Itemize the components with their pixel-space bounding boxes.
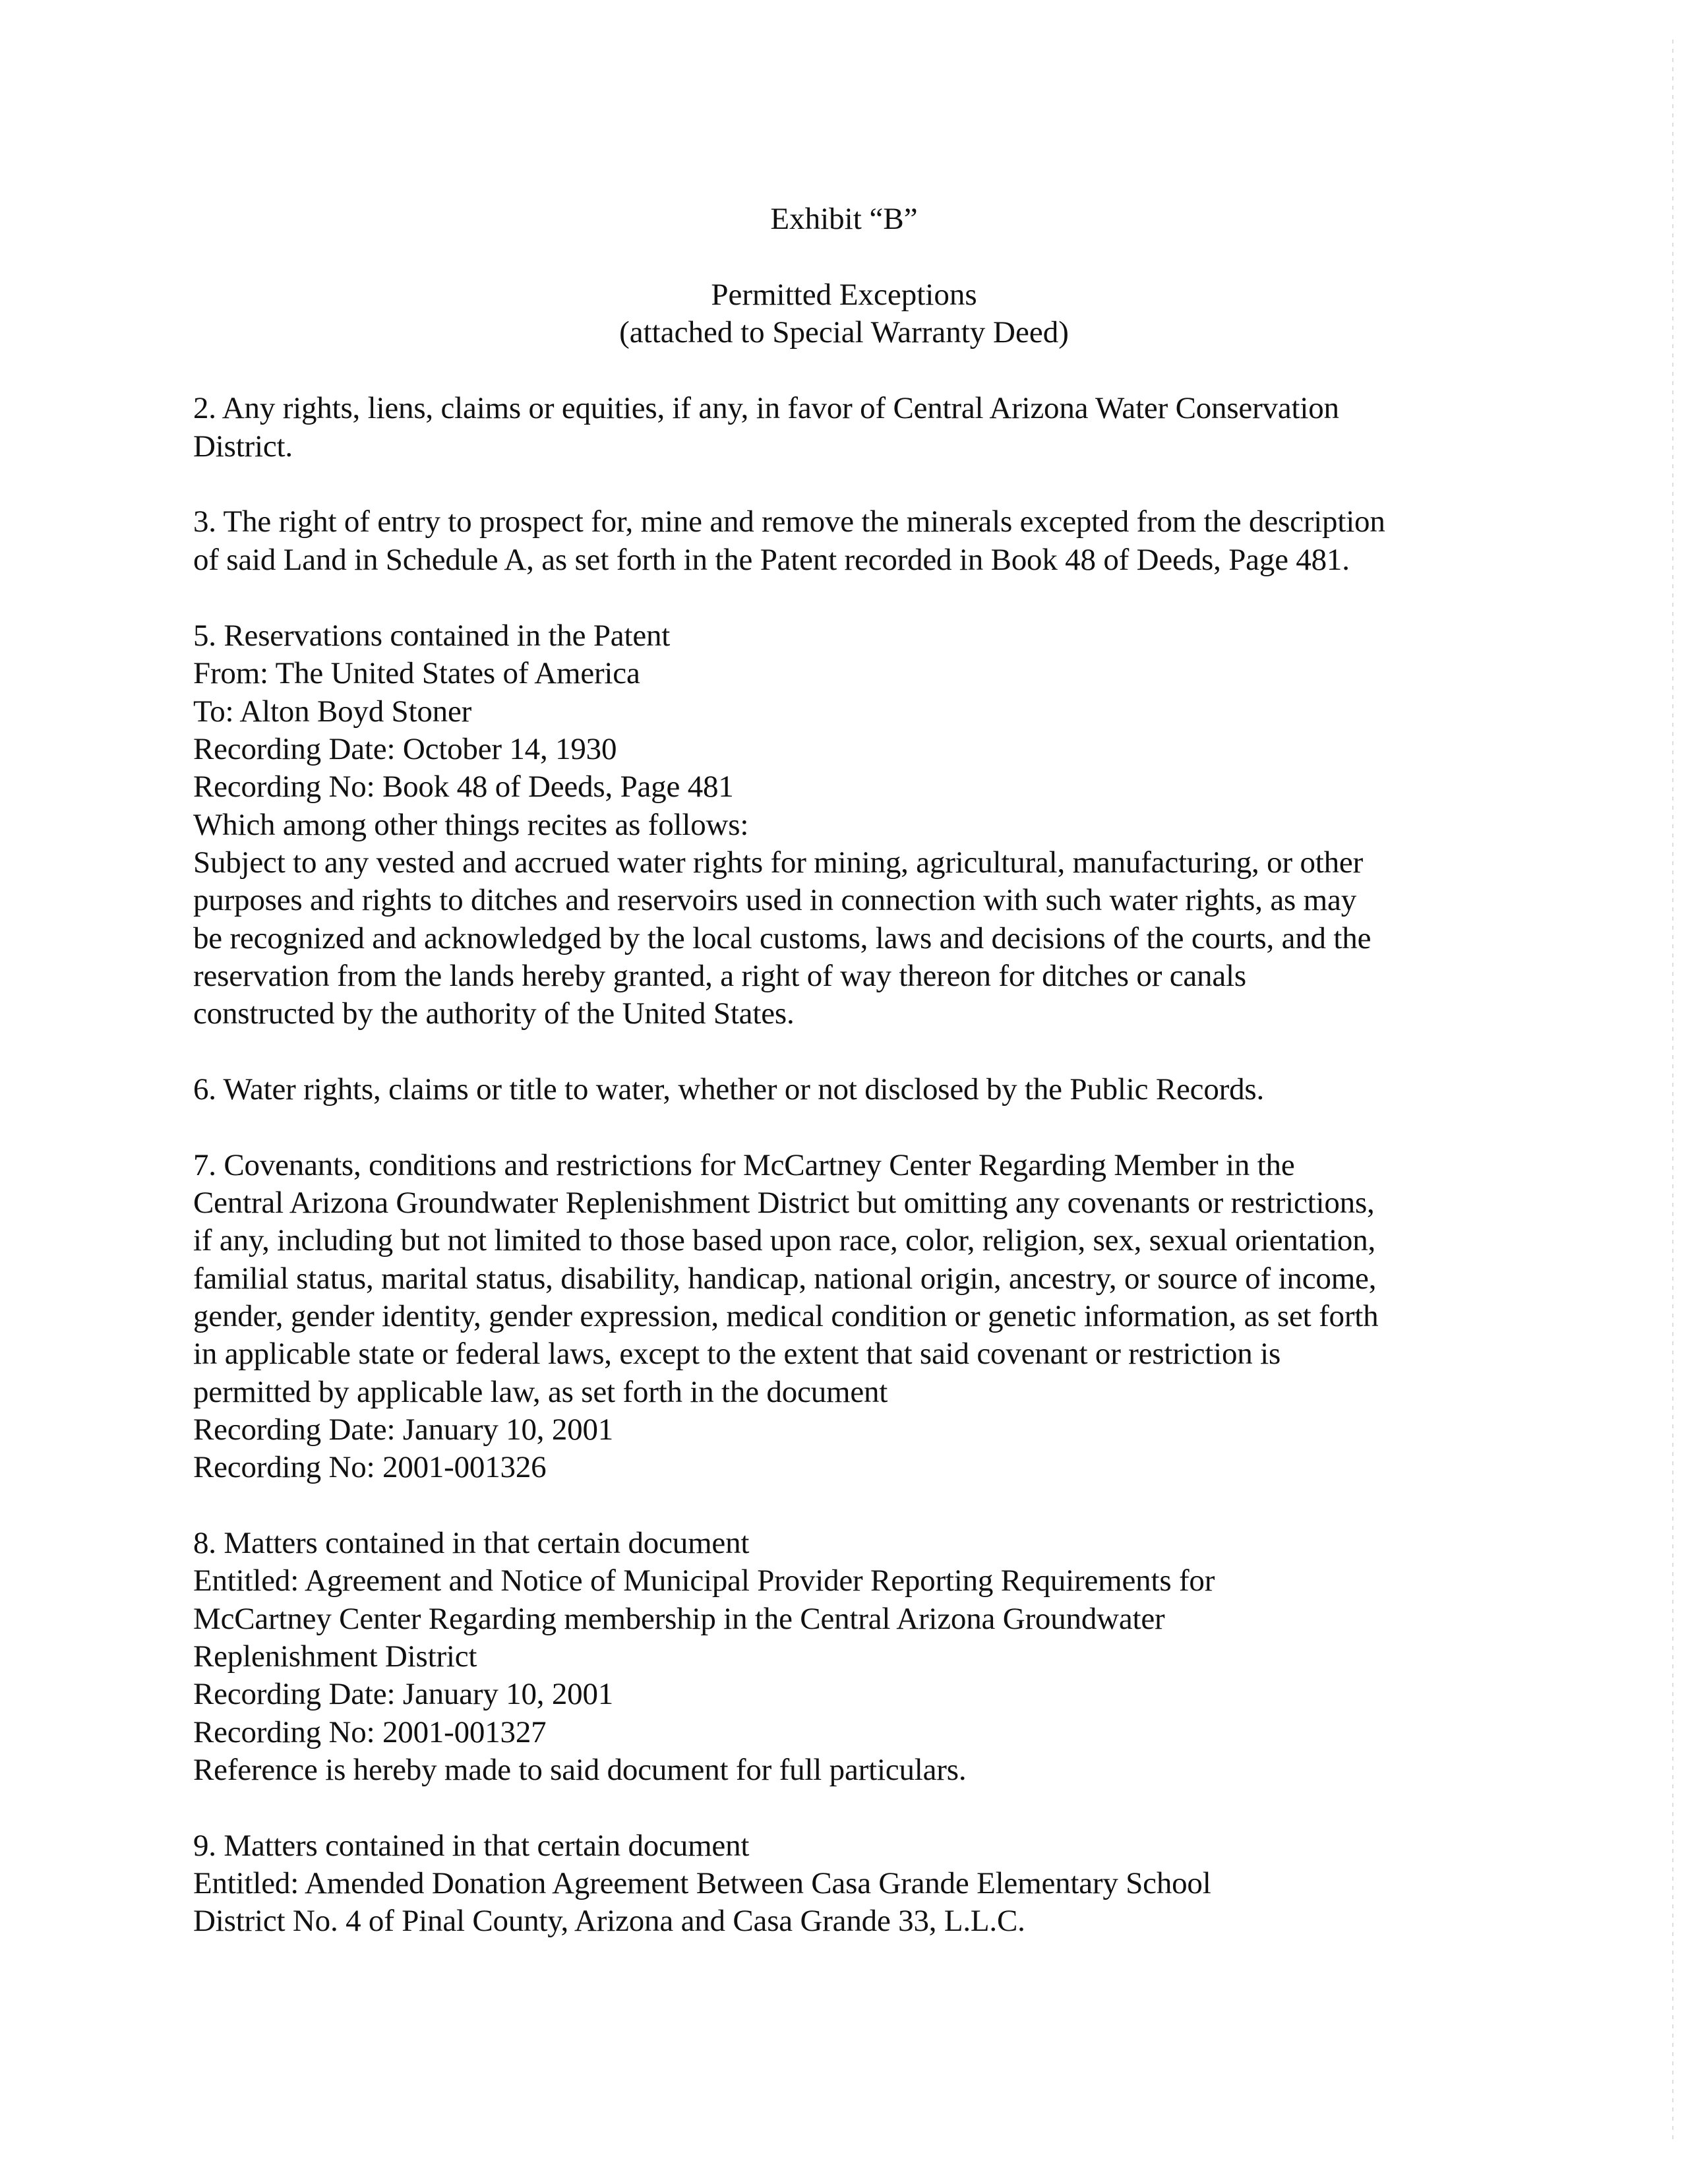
item-5-line-11: constructed by the authority of the United States. (193, 996, 795, 1031)
scan-edge-artifact (1672, 40, 1673, 2143)
item-5-line-3: To: Alton Boyd Stoner (193, 694, 472, 729)
item-9-line-2: Entitled: Amended Donation Agreement Between Casa Grande Elementary School (193, 1866, 1211, 1900)
page-subtitle-note: (attached to Special Warranty Deed) (619, 315, 1069, 349)
item-7-line-4: familial status, marital status, disability, handicap, national origin, ancestry, or source of income, (193, 1261, 1377, 1296)
page-subtitle: Permitted Exceptions (711, 278, 977, 312)
item-9-line-3: District No. 4 of Pinal County, Arizona and Casa Grande 33, L.L.C. (193, 1904, 1025, 1938)
item-7-line-9: Recording No: 2001-001326 (193, 1450, 547, 1484)
item-2-line-2: District. (193, 429, 293, 464)
exhibit-title: Exhibit “B” (770, 202, 918, 236)
item-7-line-1: 7. Covenants, conditions and restrictions for McCartney Center Regarding Member in the (193, 1148, 1295, 1182)
item-5-line-4: Recording Date: October 14, 1930 (193, 732, 617, 766)
item-7-line-8: Recording Date: January 10, 2001 (193, 1412, 614, 1447)
item-7-line-3: if any, including but not limited to those based upon race, color, religion, sex, sexual orientation, (193, 1223, 1376, 1258)
item-7-line-5: gender, gender identity, gender expression, medical condition or genetic information, as set forth (193, 1299, 1379, 1333)
item-8-line-2: Entitled: Agreement and Notice of Municipal Provider Reporting Requirements for (193, 1563, 1215, 1598)
item-5-line-8: purposes and rights to ditches and reservoirs used in connection with such water rights, as may (193, 883, 1356, 917)
item-8-line-6: Recording No: 2001-001327 (193, 1715, 547, 1749)
item-8-line-1: 8. Matters contained in that certain document (193, 1526, 750, 1560)
item-6-line-1: 6. Water rights, claims or title to water, whether or not disclosed by the Public Records. (193, 1072, 1265, 1107)
item-5-line-7: Subject to any vested and accrued water rights for mining, agricultural, manufacturing, or other (193, 845, 1364, 880)
item-8-line-5: Recording Date: January 10, 2001 (193, 1677, 614, 1711)
item-5-line-6: Which among other things recites as follows: (193, 808, 749, 842)
item-7-line-7: permitted by applicable law, as set forth in the document (193, 1375, 888, 1409)
item-3-line-1: 3. The right of entry to prospect for, mine and remove the minerals excepted from the description (193, 504, 1385, 539)
item-8-line-3: McCartney Center Regarding membership in the Central Arizona Groundwater (193, 1602, 1165, 1636)
item-3-line-2: of said Land in Schedule A, as set forth in the Patent recorded in Book 48 of Deeds, Page 481. (193, 543, 1350, 577)
item-5-line-1: 5. Reservations contained in the Patent (193, 619, 671, 653)
item-5-line-10: reservation from the lands hereby granted, a right of way thereon for ditches or canals (193, 959, 1246, 993)
item-5-line-2: From: The United States of America (193, 656, 640, 690)
item-2-line-1: 2. Any rights, liens, claims or equities, if any, in favor of Central Arizona Water Conservation (193, 391, 1339, 425)
item-7-line-6: in applicable state or federal laws, except to the extent that said covenant or restriction is (193, 1337, 1281, 1371)
item-9-line-1: 9. Matters contained in that certain document (193, 1829, 750, 1863)
item-5-line-5: Recording No: Book 48 of Deeds, Page 481 (193, 770, 734, 804)
item-8-line-7: Reference is hereby made to said document for full particulars. (193, 1753, 967, 1787)
item-7-line-2: Central Arizona Groundwater Replenishment District but omitting any covenants or restrictions, (193, 1186, 1375, 1220)
item-5-line-9: be recognized and acknowledged by the local customs, laws and decisions of the courts, and the (193, 921, 1372, 956)
item-8-line-4: Replenishment District (193, 1639, 477, 1674)
